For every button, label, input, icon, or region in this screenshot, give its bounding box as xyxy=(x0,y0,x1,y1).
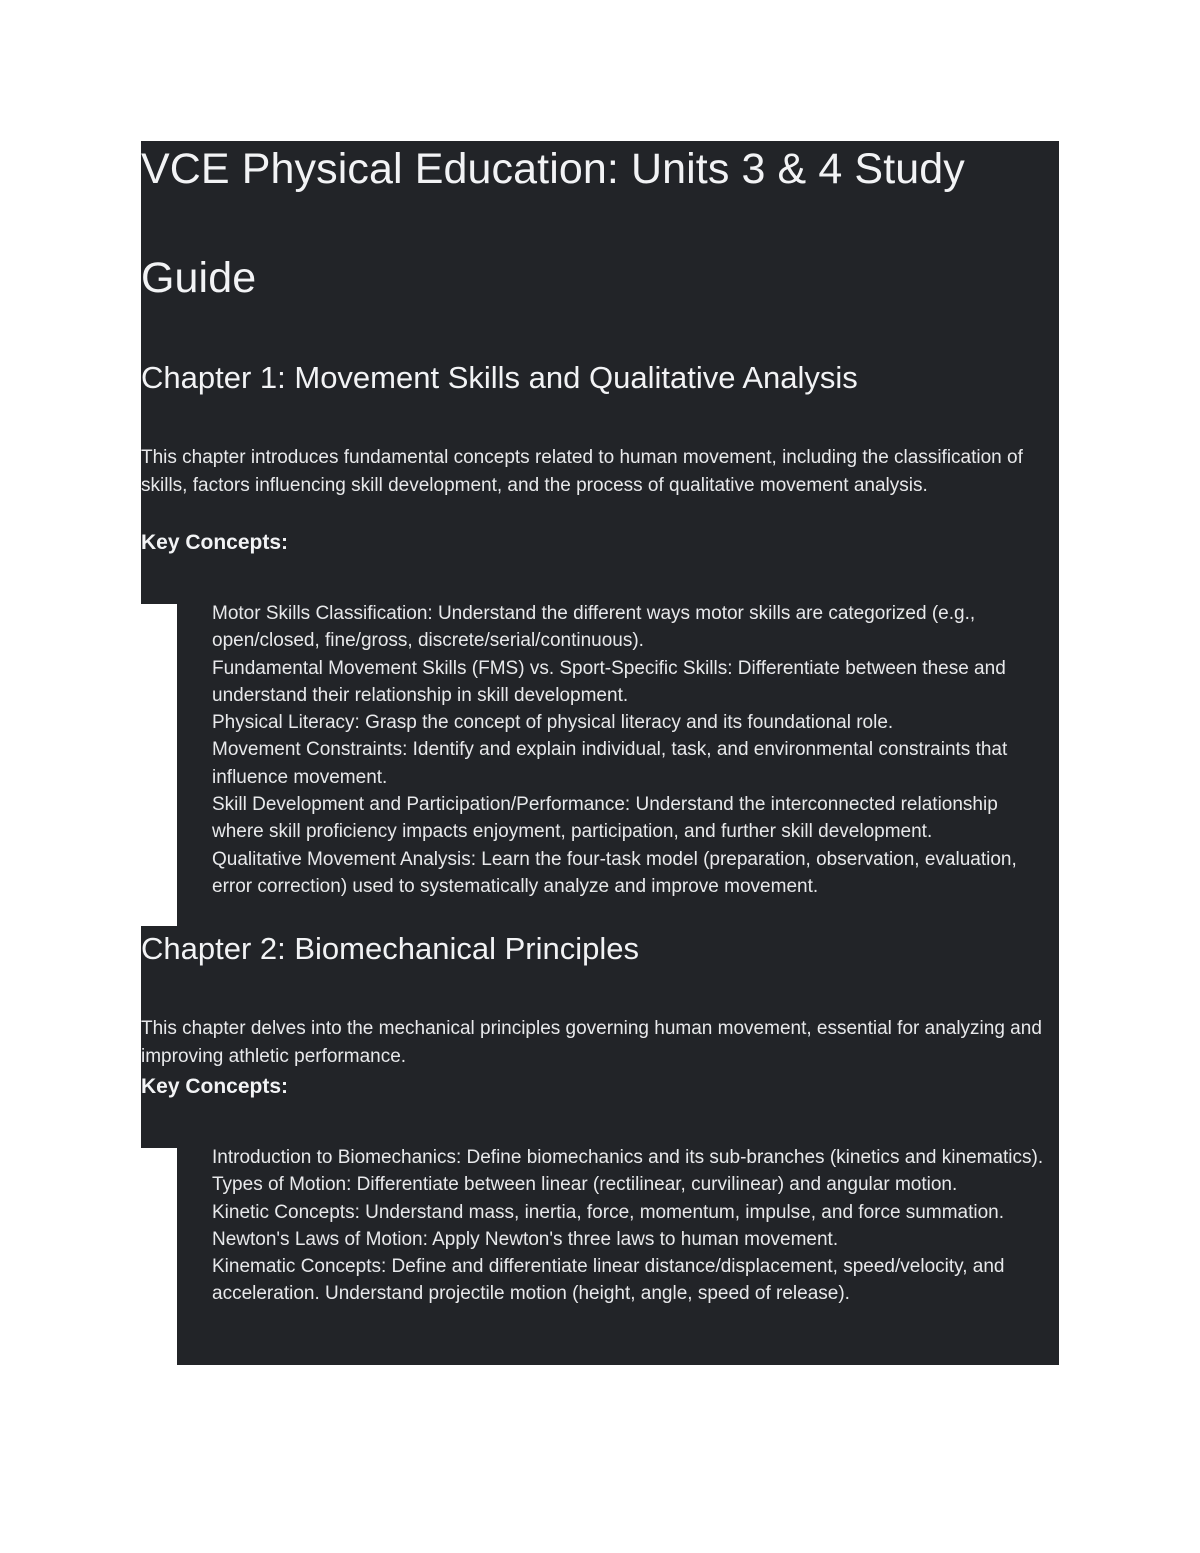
list-item: Introduction to Biomechanics: Define biomechanics and its sub-branches (kinetics and kinematics). xyxy=(212,1147,1044,1168)
document-title-line-1: VCE Physical Education: Units 3 & 4 Study xyxy=(141,145,965,193)
list-item: Skill Development and Participation/Performance: Understand the interconnected relationship where skill proficiency impacts enjoyment, participation, and further skill development. xyxy=(212,794,998,843)
list-item: Newton's Laws of Motion: Apply Newton's three laws to human movement. xyxy=(212,1228,839,1250)
list-item: Physical Literacy: Grasp the concept of physical literacy and its foundational role. xyxy=(212,712,894,734)
chapter-2-key-concepts-label: Key Concepts: xyxy=(141,1075,289,1098)
list-item: Qualitative Movement Analysis: Learn the four-task model (preparation, observation, evaluation, error correction) used to systematically analyze and improve movement. xyxy=(212,848,1017,897)
chapter-1-intro: This chapter introduces fundamental concepts related to human movement, including the classification of skills, factors influencing skill development, and the process of qualitative movement analysis. xyxy=(141,447,1023,496)
list-item: Kinematic Concepts: Define and differentiate linear distance/displacement, speed/velocity, and acceleration. Understand projectile motion (height, angle, speed of release). xyxy=(212,1256,1005,1305)
list-item: Kinetic Concepts: Understand mass, inertia, force, momentum, impulse, and force summation. xyxy=(212,1201,1005,1223)
list-item: Motor Skills Classification: Understand the different ways motor skills are categorized (e.g., open/closed, fine/gross, discrete/serial/continuous). xyxy=(212,603,976,652)
chapter-2-title: Chapter 2: Biomechanical Principles xyxy=(141,931,639,966)
chapter-1-concept-list xyxy=(212,600,1052,900)
document-title-line-2: Guide xyxy=(141,254,257,302)
chapter-2-concept-list xyxy=(212,1144,1052,1308)
chapter-2-intro: This chapter delves into the mechanical principles governing human movement, essential for analyzing and improving athletic performance. xyxy=(141,1018,1042,1067)
list-item: Movement Constraints: Identify and explain individual, task, and environmental constraints that influence movement. xyxy=(212,739,1008,788)
list-item: Types of Motion: Differentiate between linear (rectilinear, curvilinear) and angular motion. xyxy=(212,1174,958,1196)
list-item: Fundamental Movement Skills (FMS) vs. Sport-Specific Skills: Differentiate between these and understand their relationship in skill development. xyxy=(212,657,1006,706)
chapter-1-key-concepts-label: Key Concepts: xyxy=(141,531,289,554)
chapter-1-title: Chapter 1: Movement Skills and Qualitative Analysis xyxy=(141,360,858,395)
